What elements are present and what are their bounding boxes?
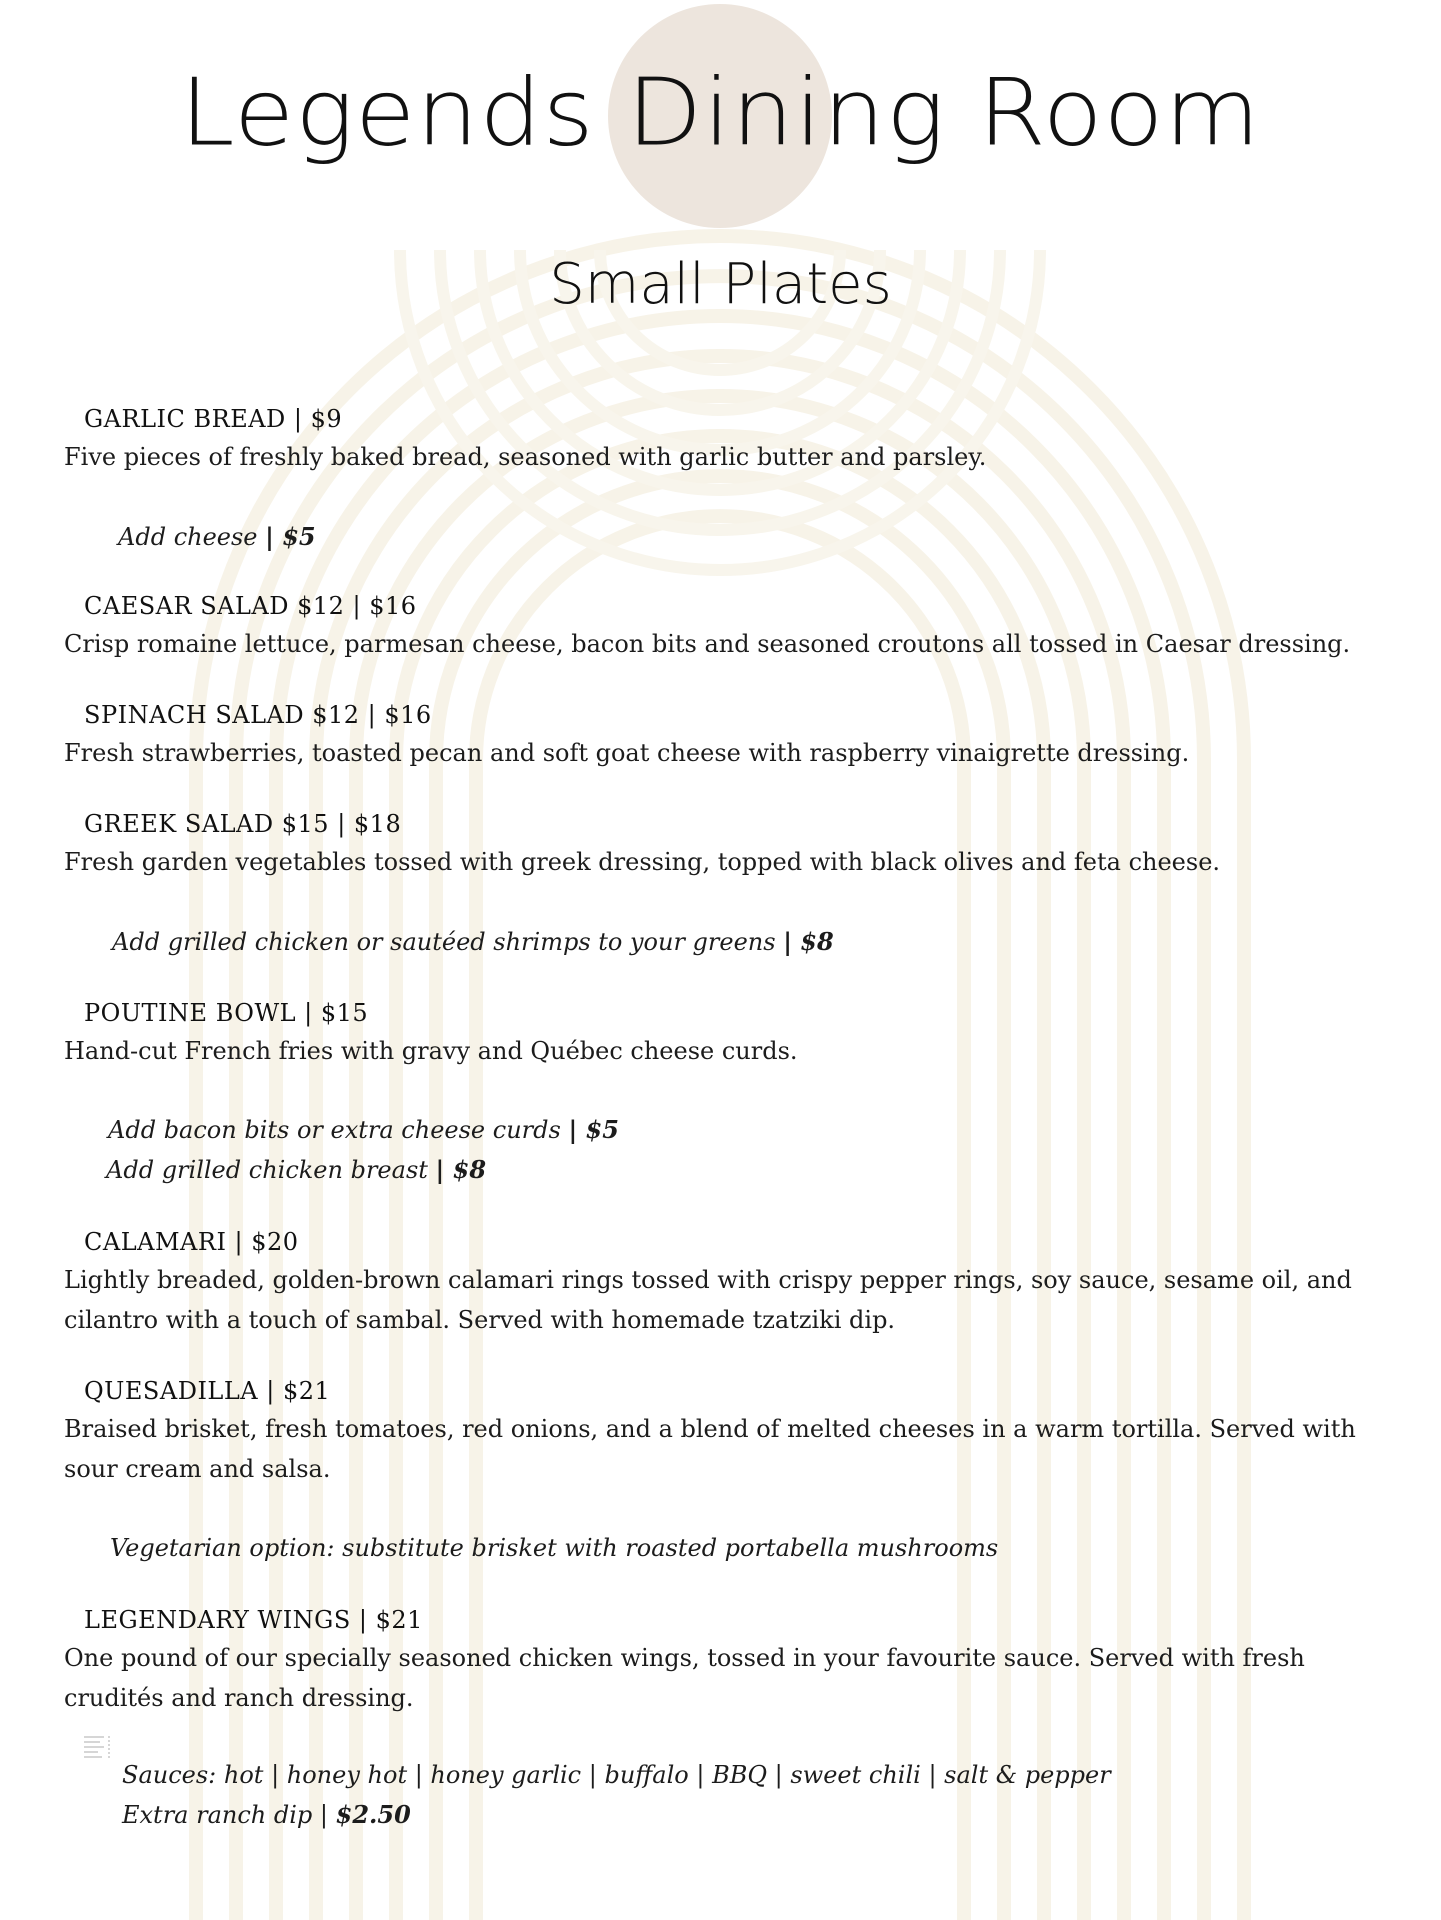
addon-text: Add grilled chicken or sautéed shrimps to your greens [112, 928, 784, 956]
addon-text: Sauces: hot | honey hot | honey garlic | buffalo | BBQ | sweet chili | salt & pepper [122, 1761, 1111, 1789]
item-description: Hand-cut French fries with gravy and Québec cheese curds. [64, 1037, 798, 1065]
addon-price: | $5 [568, 1115, 619, 1144]
item-heading: POUTINE BOWL | $15 [84, 999, 369, 1027]
addon-line [122, 1800, 411, 1829]
item-heading: LEGENDARY WINGS | $21 [84, 1606, 423, 1634]
item-heading: CAESAR SALAD $12 | $16 [84, 592, 417, 620]
addon-line [110, 1533, 998, 1562]
addon-price: | $5 [265, 522, 316, 551]
item-heading: GREEK SALAD $15 | $18 [84, 810, 402, 838]
addon-line [106, 1155, 486, 1184]
item-description: Fresh garden vegetables tossed with greek dressing, topped with black olives and feta cheese. [64, 848, 1221, 876]
item-heading: SPINACH SALAD $12 | $16 [84, 701, 432, 729]
item-heading: GARLIC BREAD | $9 [84, 405, 343, 433]
item-description: Crisp romaine lettuce, parmesan cheese, bacon bits and seasoned croutons all tossed in Caesar dressing. [64, 630, 1351, 658]
addon-text: Add cheese [118, 523, 266, 551]
addon-line [112, 927, 834, 956]
addon-line [108, 1115, 619, 1144]
addon-price: | $8 [783, 927, 834, 956]
item-description: One pound of our specially seasoned chicken wings, tossed in your favourite sauce. Served with fresh crudités and ranch dressing. [64, 1644, 1305, 1712]
document-icon [82, 1734, 112, 1760]
addon-price: $2.50 [335, 1800, 411, 1829]
addon-text: Extra ranch dip | [122, 1801, 336, 1829]
addon-text: Add grilled chicken breast [106, 1156, 436, 1184]
addon-text: Vegetarian option: substitute brisket with roasted portabella mushrooms [110, 1534, 999, 1562]
item-description: Five pieces of freshly baked bread, seasoned with garlic butter and parsley. [64, 443, 987, 471]
addon-price: | $8 [435, 1155, 487, 1184]
addon-line [118, 522, 316, 551]
addon-line [122, 1760, 1111, 1789]
section-title: Small Plates [549, 252, 892, 317]
addon-text: Add bacon bits or extra cheese curds [108, 1116, 569, 1144]
item-description: Fresh strawberries, toasted pecan and soft goat cheese with raspberry vinaigrette dressing. [64, 739, 1190, 767]
item-heading: CALAMARI | $20 [84, 1228, 299, 1256]
item-description: Lightly breaded, golden-brown calamari rings tossed with crispy pepper rings, soy sauce, sesame oil, and cilantro with a touch of sambal. Served with homemade tzatziki dip. [64, 1266, 1352, 1334]
item-heading: QUESADILLA | $21 [84, 1377, 331, 1405]
page-title: Legends Dining Room [180, 58, 1261, 168]
item-description: Braised brisket, fresh tomatoes, red onions, and a blend of melted cheeses in a warm tortilla. Served with sour cream and salsa. [64, 1415, 1356, 1483]
